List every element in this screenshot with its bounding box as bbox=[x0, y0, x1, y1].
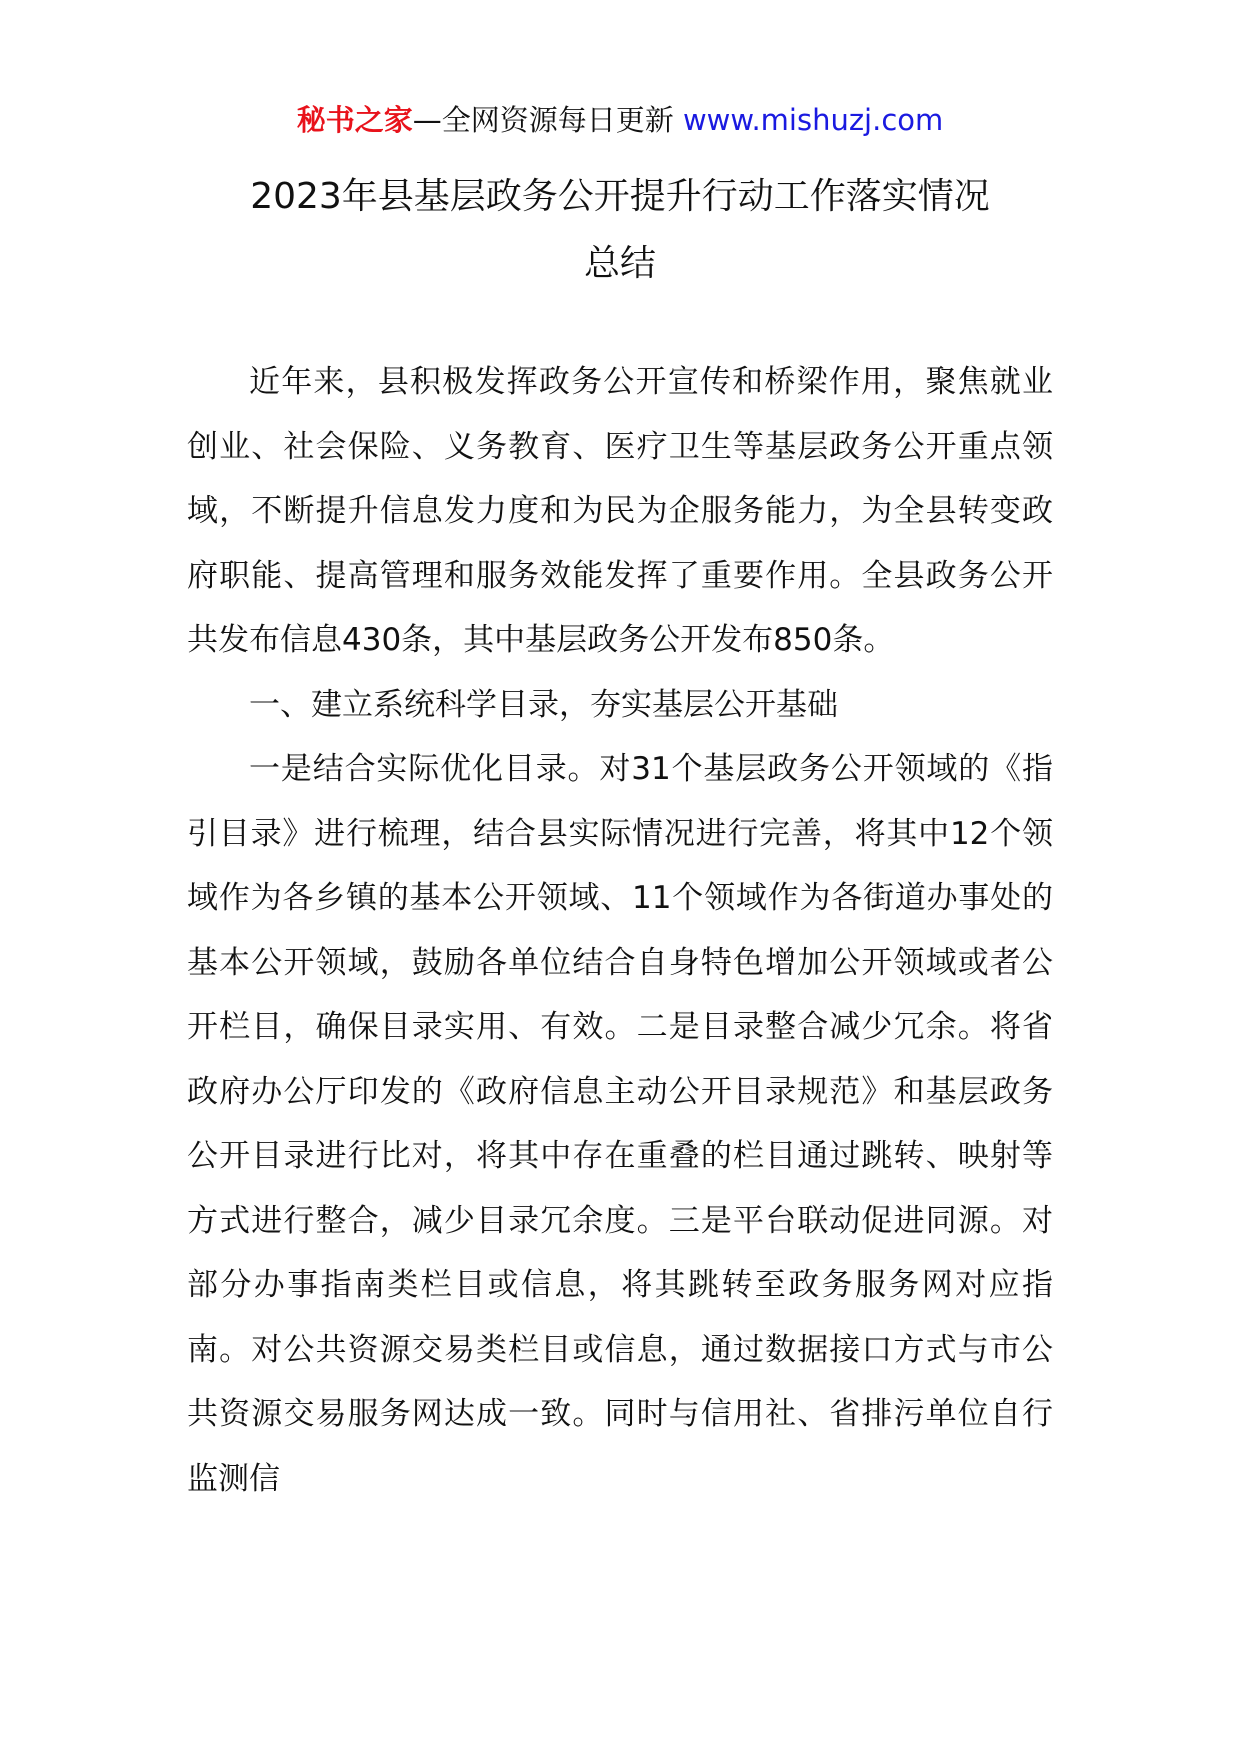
site-header bbox=[0, 100, 1240, 140]
document-body bbox=[187, 350, 1053, 1511]
section-1-paragraph: 一是结合实际优化目录。对31个基层政务公开领域的《指引目录》进行梳理，结合县实际情况进行完善，将其中12个领域作为各乡镇的基本公开领域、11个领域作为各街道办事处的基本公开领域，鼓励各单位结合自身特色增加公开领域或者公开栏目，确保目录实用、有效。二是目录整合减少冗余。将省政府办公厅印发的《政府信息主动公开目录规范》和基层政务公开目录进行比对，将其中存在重叠的栏目通过跳转、映射等方式进行整合，减少目录冗余度。三是平台联动促进同源。对部分办事指南类栏目或信息，将其跳转至政务服务网对应指南。对公共资源交易类栏目或信息，通过数据接口方式与市公共资源交易服务网达成一致。同时与信用社、省排污单位自行监测信 bbox=[187, 751, 1053, 1497]
document-title-line-1: 2023年县基层政务公开提升行动工作落实情况 bbox=[250, 176, 990, 217]
document-title bbox=[150, 163, 1090, 297]
header-slogan: —全网资源每日更新 bbox=[412, 103, 683, 137]
section-1-heading: 一、建立系统科学目录，夯实基层公开基础 bbox=[249, 686, 838, 723]
site-url-link[interactable]: www.mishuzj.com bbox=[682, 103, 944, 137]
brand-name: 秘书之家 bbox=[296, 103, 413, 137]
document-title-line-2: 总结 bbox=[583, 243, 656, 284]
intro-paragraph: 近年来，县积极发挥政务公开宣传和桥梁作用，聚焦就业创业、社会保险、义务教育、医疗卫生等基层政务公开重点领域，不断提升信息发力度和为民为企服务能力，为全县转变政府职能、提高管理和服务效能发挥了重要作用。全县政务公开共发布信息430条，其中基层政务公开发布850条。 bbox=[187, 364, 1053, 658]
